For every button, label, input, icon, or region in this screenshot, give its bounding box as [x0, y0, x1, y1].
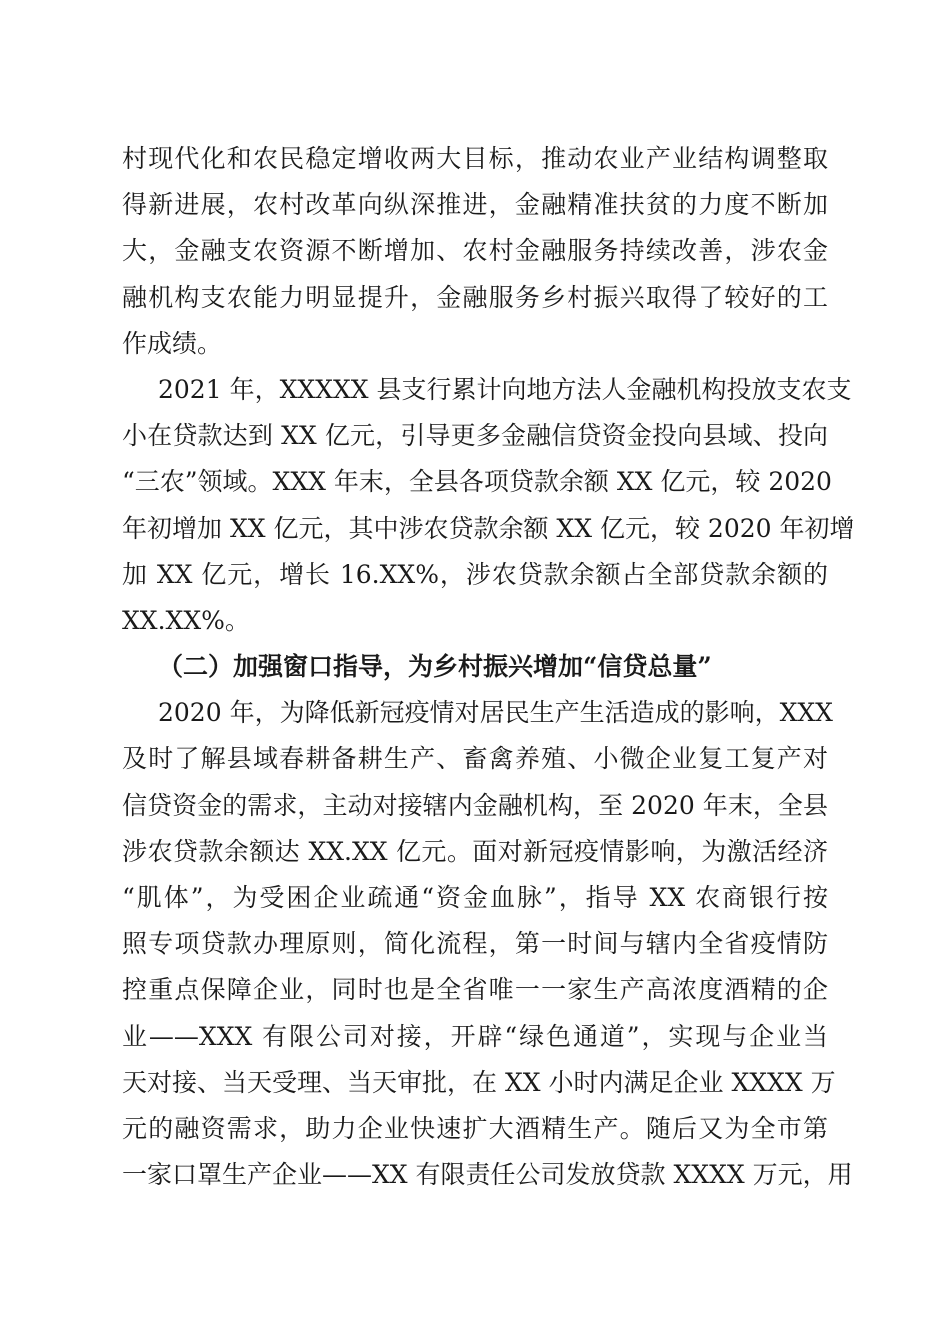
text-line: 作成绩。	[122, 328, 223, 358]
text-line: 年初增加 XX 亿元，其中涉农贷款余额 XX 亿元，较 2020 年初增	[122, 513, 855, 543]
text-line: 天对接、当天受理、当天审批，在 XX 小时内满足企业 XXXX 万	[122, 1067, 836, 1097]
text-line: 信贷资金的需求，主动对接辖内金融机构，至 2020 年末，全县	[122, 790, 828, 820]
text-line: 村现代化和农民稳定增收两大目标，推动农业产业结构调整取	[122, 144, 828, 173]
text-line: 2020 年，为降低新冠疫情对居民生产生活造成的影响，XXX	[158, 698, 833, 728]
text-line: 照专项贷款办理原则，简化流程，第一时间与辖内全省疫情防	[122, 929, 828, 959]
text-line: 得新进展，农村改革向纵深推进，金融精准扶贫的力度不断加	[122, 190, 828, 220]
paragraph-2	[122, 367, 855, 644]
text-line: 大，金融支农资源不断增加、农村金融服务持续改善，涉农金	[122, 236, 828, 266]
text-line: 融机构支农能力明显提升，金融服务乡村振兴取得了较好的工	[122, 282, 828, 312]
paragraph-1	[122, 136, 828, 367]
text-line: XX.XX%。	[122, 605, 250, 635]
text-line: 小在贷款达到 XX 亿元，引导更多金融信贷资金投向县域、投向	[122, 421, 828, 451]
text-line: “三农”领域。XXX 年末，全县各项贷款余额 XX 亿元，较 2020	[122, 467, 832, 497]
document-body	[122, 136, 855, 1198]
text-line: 加 XX 亿元，增长 16.XX%，涉农贷款余额占全部贷款余额的	[122, 559, 828, 589]
section-heading	[122, 644, 828, 690]
text-line: 涉农贷款余额达 XX.XX 亿元。面对新冠疫情影响，为激活经济	[122, 836, 828, 866]
text-line: 一家口罩生产企业——XX 有限责任公司发放贷款 XXXX 万元，用	[122, 1160, 853, 1190]
text-line: 及时了解县域春耕备耕生产、畜禽养殖、小微企业复工复产对	[122, 744, 828, 774]
text-line: “肌体”，为受困企业疏通“资金血脉”，指导 XX 农商银行按	[122, 883, 828, 912]
text-line: 2021 年，XXXXX 县支行累计向地方法人金融机构投放支农支	[158, 374, 852, 404]
text-line: 控重点保障企业，同时也是全省唯一一家生产高浓度酒精的企	[122, 975, 828, 1005]
text-line: 元的融资需求，助力企业快速扩大酒精生产。随后又为全市第	[122, 1113, 828, 1143]
text-line: 业——XXX 有限公司对接，开辟“绿色通道”，实现与企业当	[122, 1021, 828, 1051]
paragraph-3	[122, 690, 853, 1198]
section-heading-text: （二）加强窗口指导，为乡村振兴增加“信贷总量”	[158, 652, 712, 682]
